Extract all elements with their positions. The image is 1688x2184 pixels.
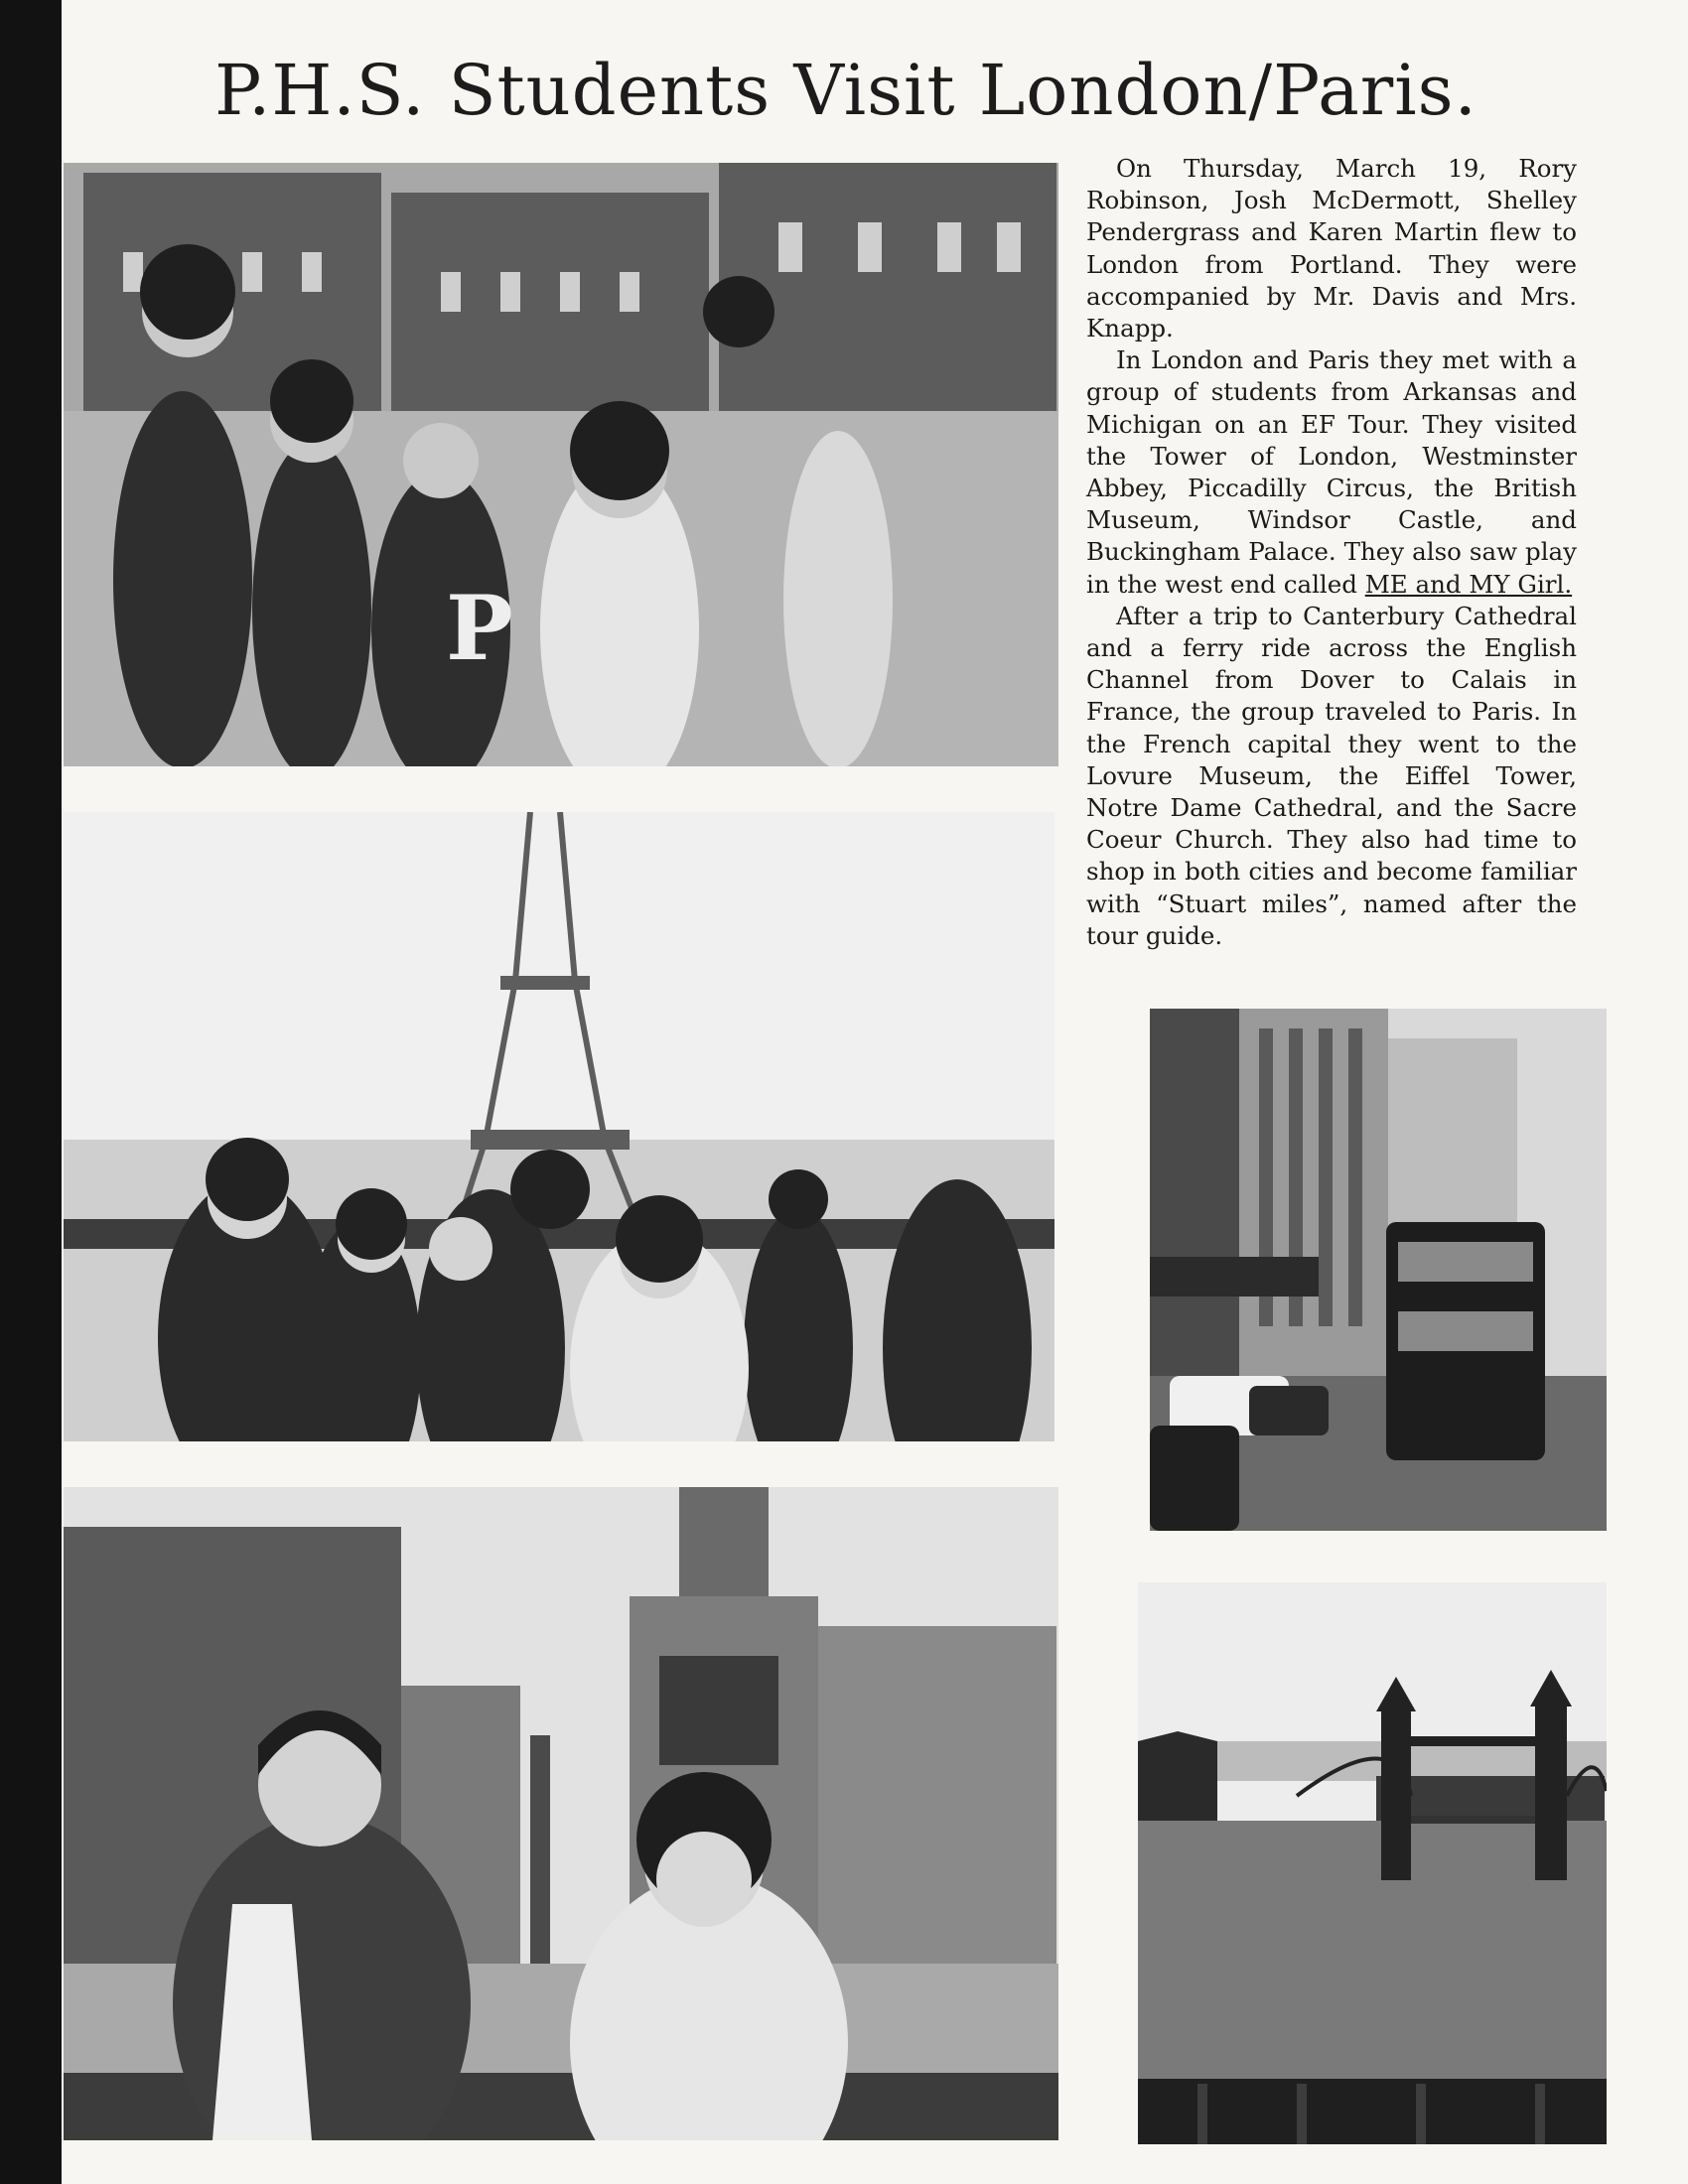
svg-text:P: P [446, 576, 513, 681]
eiffel-tower-photo [64, 812, 1055, 1441]
article-paragraph: After a trip to Canterbury Cathedral and a ferry ride across the English Channel from Dover to Calais in France, the group traveled to Paris. In the French capital they went to the Lovure Museum, the Eiffel Tower, Notre Dame Cathedral, and the Sacre Coeur Church. They also had time to shop in both cities and become familiar with “Stuart miles”, named after the tour guide. [1086, 601, 1577, 950]
play-title: ME and MY Girl. [1364, 569, 1573, 599]
article-text [1086, 153, 1577, 952]
trafalgar-square-photo-art [64, 1487, 1058, 2140]
versailles-photo [64, 163, 1058, 766]
london-street-photo-art [1150, 1009, 1607, 1531]
article-paragraph: On Thursday, March 19, Rory Robinson, Josh McDermott, Shelley Pendergrass and Karen Martin flew to London from Portland. They were accompanied by Mr. Davis and Mrs. Knapp. [1086, 154, 1577, 343]
trafalgar-square-photo [64, 1487, 1058, 2140]
article-paragraph [1086, 344, 1577, 601]
tower-bridge-photo [1138, 1582, 1607, 2144]
tower-bridge-photo-art [1138, 1582, 1607, 2144]
page-edge [0, 0, 62, 2184]
versailles-photo-art [64, 163, 1058, 766]
eiffel-tower-photo-art [64, 812, 1055, 1441]
london-street-photo [1150, 1009, 1607, 1531]
page-title: P.H.S. Students Visit London/Paris. [214, 50, 1477, 131]
article-text-run: In London and Paris they met with a group of students from Arkansas and Michigan on an EF Tour. They visited the Tower of London, Westminster Abbey, Piccadilly Circus, the British Museum, Windsor Castle, and Buckingham Palace. They also saw play in the west end called [1086, 345, 1577, 599]
